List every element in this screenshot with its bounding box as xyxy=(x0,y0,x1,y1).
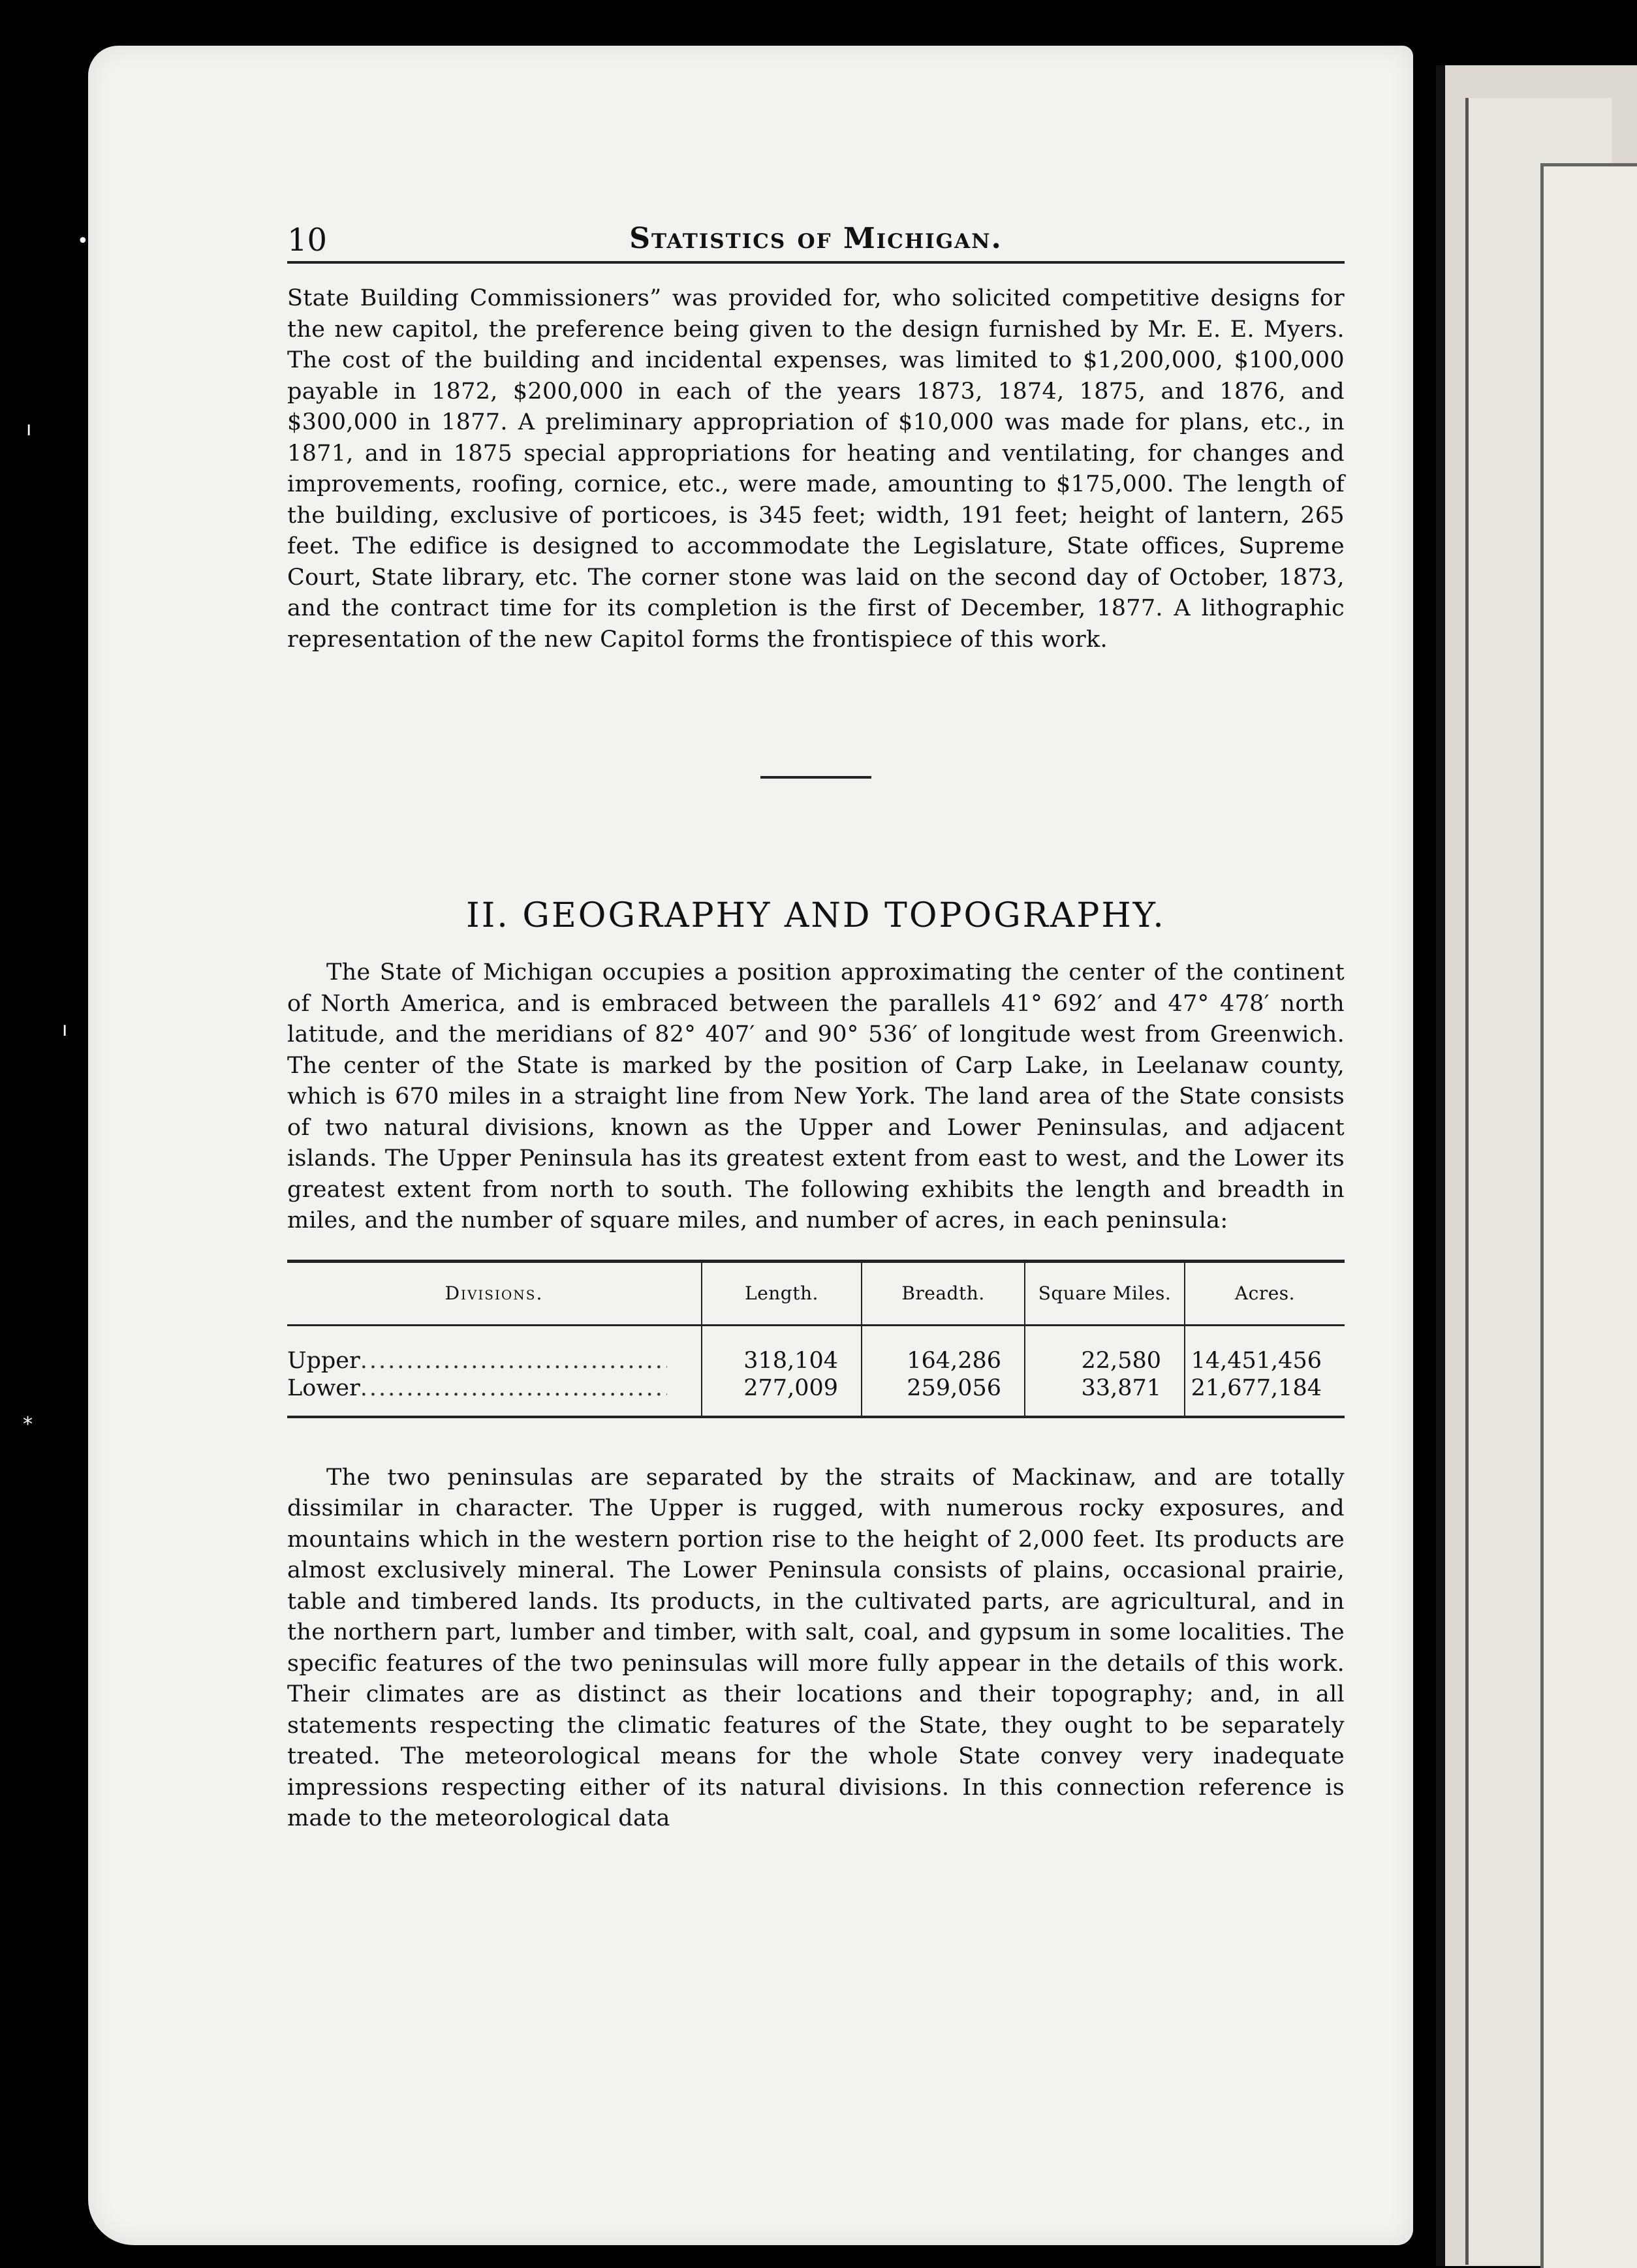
running-title: Statistics of Michigan. xyxy=(629,222,1003,255)
acres-cell: 21,677,184 xyxy=(1185,1375,1345,1417)
acres-cell: 14,451,456 xyxy=(1185,1347,1345,1375)
column-header-acres: Acres. xyxy=(1185,1261,1345,1325)
capitol-paragraph: State Building Commissioners” was provided for, who solicited competitive designs for the new capitol, the preference being given to the design furnished by Mr. E. E. Myers. The cost of the building and incidental expenses, was limited to $1,200,000, $100,000 payable in 1872, $200,000 in each of the years 1873, 1874, 1875, and 1876, and $300,000 in 1877. A preliminary appropriation of $10,000 was made for plans, etc., in 1871, and in 1875 special appropriations for heating and ventilating, for changes and improvements, roofing, cornice, etc., were made, amounting to $175,000. The length of the building, exclusive of porticoes, is 345 feet; width, 191 feet; height of lantern, 265 feet. The edifice is designed to accommodate the Legislature, State offices, Supreme Court, State library, etc. The corner stone was laid on the second day of October, 1873, and the contract time for its completion is the first of December, 1877. A lithographic representation of the new Capitol forms the frontispiece of this work. xyxy=(287,285,1345,653)
page-content xyxy=(287,189,1345,1835)
division-name: Upper xyxy=(287,1347,360,1374)
table-spacer xyxy=(287,1325,1345,1347)
division-cell xyxy=(287,1347,702,1375)
column-header-length: Length. xyxy=(702,1261,862,1325)
square-miles-cell: 33,871 xyxy=(1025,1375,1185,1417)
dot-leader xyxy=(360,1348,667,1374)
division-name: Lower xyxy=(287,1375,360,1401)
page-number: 10 xyxy=(287,222,328,258)
column-header-breadth: Breadth. xyxy=(862,1261,1025,1325)
breadth-cell: 164,286 xyxy=(862,1347,1025,1375)
scan-speck-icon: * xyxy=(23,1413,33,1436)
scan-speck-icon: ı xyxy=(26,418,32,441)
scan-speck-icon: ı xyxy=(62,1018,68,1041)
division-cell xyxy=(287,1375,702,1417)
table-row xyxy=(287,1347,1345,1375)
peninsulas-paragraph: The two peninsulas are separated by the straits of Mackinaw, and are totally dissimilar in character. The Upper is rugged, with numerous rocky exposures, and mountains which in the western portion rise to the height of 2,000 feet. Its products are almost exclusively mineral. The Lower Peninsula consists of plains, occasional prairie, table and timbered lands. Its products, in the cultivated parts, are agricultural, and in the northern part, lumber and timber, with salt, coal, and gypsum in some localities. The specific features of the two peninsulas will more fully appear in the details of this work. Their climates are as distinct as their locations and their topography; and, in all statements respecting the climatic features of the State, they ought to be separately treated. The meteorological means for the whole State convey very inadequate impressions respecting either of its natural divisions. In this connection reference is made to the meteorological data xyxy=(287,1464,1345,1831)
column-header-divisions: Divisions. xyxy=(287,1261,702,1325)
square-miles-cell: 22,580 xyxy=(1025,1347,1185,1375)
section-divider xyxy=(760,776,871,779)
column-header-square-miles: Square Miles. xyxy=(1025,1261,1185,1325)
dot-leader xyxy=(360,1375,667,1401)
section-heading: II. GEOGRAPHY AND TOPOGRAPHY. xyxy=(466,896,1166,935)
running-head xyxy=(287,189,1345,264)
peninsula-table xyxy=(287,1260,1345,1418)
adjacent-page-frame xyxy=(1540,163,1637,2268)
length-cell: 277,009 xyxy=(702,1375,862,1417)
table-row xyxy=(287,1375,1345,1417)
table-header-row xyxy=(287,1261,1345,1325)
breadth-cell: 259,056 xyxy=(862,1375,1025,1417)
length-cell: 318,104 xyxy=(702,1347,862,1375)
position-paragraph: The State of Michigan occupies a position approximating the center of the continent of North America, and is embraced between the parallels 41° 692′ and 47° 478′ north latitude, and the meridians of 82° 407′ and 90° 536′ of longitude west from Greenwich. The center of the State is marked by the position of Carp Lake, in Leelanaw county, which is 670 miles in a straight line from New York. The land area of the State consists of two natural divisions, known as the Upper and Lower Peninsulas, and adjacent islands. The Upper Peninsula has its greatest extent from east to west, and the Lower its greatest extent from north to south. The following exhibits the length and breadth in miles, and the number of square miles, and number of acres, in each peninsula: xyxy=(287,959,1345,1234)
scan-speck-icon: • xyxy=(77,230,89,253)
